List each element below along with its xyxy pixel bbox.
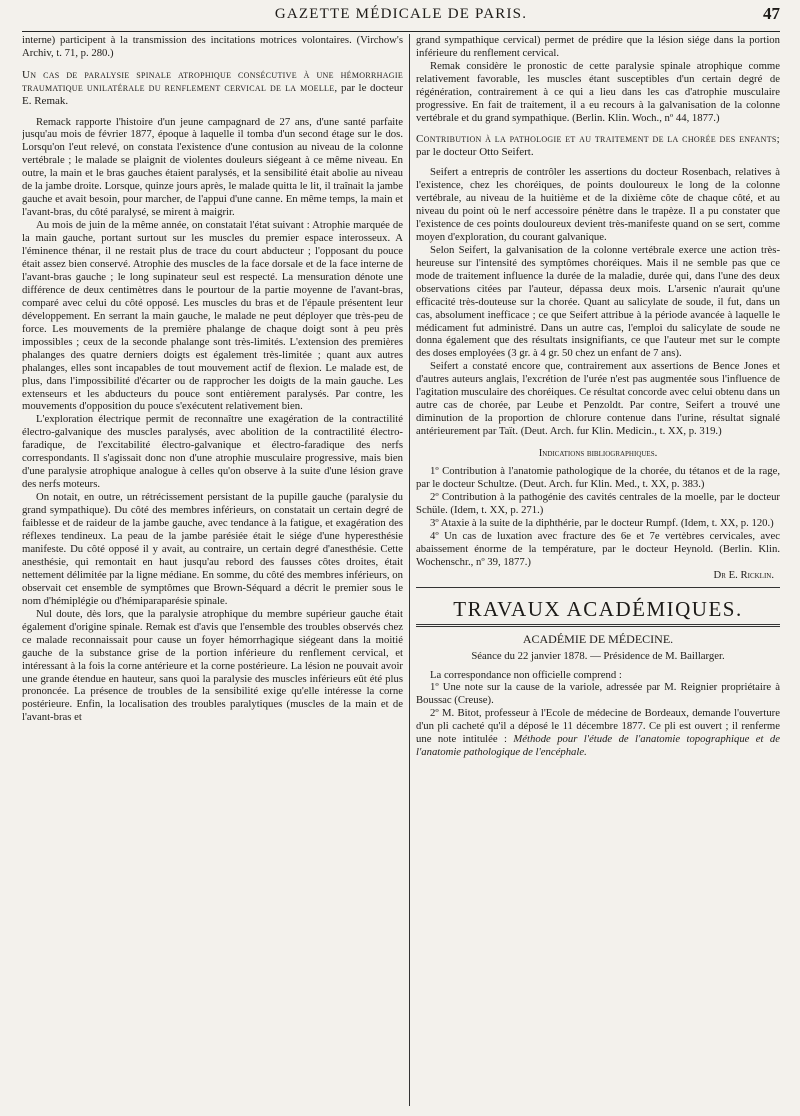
article-title: Contribution à la pathologie et au traitement de la chorée des enfants; bbox=[416, 132, 780, 145]
body-paragraph: Seifert a entrepris de contrôler les assertions du docteur Rosenbach, relatives à l'existence, chez les choréiques, de points douloureux le long de la colonne vertébrale, au niveau de la huitième et de la dixième côte de chaque côté, et au niveau du point où le nerf accessoire pénètre dans le trapèze. Il a pu constater que l'existence de ces points douloureux devient très-manifeste quand on se sert, comme moyen d'exploration, du courant galvanique. bbox=[416, 166, 780, 243]
article-author: par le docteur E. Remak. bbox=[22, 82, 403, 108]
body-paragraph: 1º Une note sur la cause de la variole, adressée par M. Reignier propriétaire à Boussac (Creuse). bbox=[416, 681, 780, 707]
journal-title: GAZETTE MÉDICALE DE PARIS. bbox=[274, 6, 528, 22]
continued-paragraph: grand sympathique cervical) permet de prédire que la lésion siége dans la portion inférieure du renflement cervical. bbox=[416, 34, 780, 59]
section-double-rule bbox=[416, 624, 780, 627]
article-author: par le docteur Otto Seifert. bbox=[416, 145, 534, 158]
bibliography-item: 3º Ataxie à la suite de la diphthérie, par le docteur Rumpf. (Idem, t. XX, p. 120.) bbox=[430, 516, 774, 529]
article-heading-seifert bbox=[416, 133, 780, 159]
right-column bbox=[416, 34, 780, 1108]
page-number: 47 bbox=[763, 4, 780, 23]
header-rule bbox=[22, 31, 780, 32]
left-column bbox=[22, 34, 403, 1108]
body-paragraph: Selon Seifert, la galvanisation de la colonne vertébrale exerce une action très-heureuse sur l'intensité des symptômes choréiques. Mais il ne semble pas que ce mode de traitement influence la durée de la maladie, durée qui, dans l'une des deux observations citées par l'auteur, dépassa deux mois. L'arsenic n'aurait qu'une efficacité très-douteuse sur la chorée. Quant au salicylate de soude, il fut, dans un cas, absolument inefficace ; ce que Seifert attribue à la période avancée à laquelle le médicament fut administré. Dans un autre cas, l'emploi du salicylate de soude ne donna également que des résultats insignifiants, ce que l'auteur met sur le compte des doses employées (3 gr. à 4 gr. 50 chez un enfant de 7 ans). bbox=[416, 243, 780, 360]
bibliography-item: 1º Contribution à l'anatomie pathologique de la chorée, du tétanos et de la rage, par le docteur Schultze. (Deut. Arch. fur Klin. Med., t. XX, p. 383.) bbox=[416, 465, 780, 490]
body-paragraph: Seifert a constaté encore que, contrairement aux assertions de Bence Jones et d'autres auteurs anglais, l'excrétion de l'urée n'est pas augmentée sous l'influence de l'agitation musculaire des choréiques. Ce résultat concorde avec celui obtenu dans un autre cas de chorée, par Leube et Penzoldt. Par contre, Seifert a trouvé une diminution de la proportion de chlorure contenue dans l'urine, résultat signalé antérieurement par Taït. (Deut. Arch. fur Klin. Medicin., t. XX, p. 319.) bbox=[416, 360, 780, 438]
continued-paragraph: interne) participent à la transmission des incitations motrices volontaires. (Virchow's Archiv, t. 71, p. 280.) bbox=[22, 34, 403, 59]
note-title: Méthode pour l'étude de l'anatomie topographique et de l'anatomie pathologique de l'encéphale. bbox=[416, 733, 780, 759]
bibliography-item: 2º Contribution à la pathogénie des cavités centrales de la moelle, par le docteur Schüle. (Idem, t. XX, p. 271.) bbox=[416, 490, 780, 516]
signature: Dr E. Ricklin. bbox=[713, 568, 774, 581]
correspondence-text: 2º M. Bitot, professeur à l'Ecole de médecine de Bordeaux, demande l'ouverture d'un pli cacheté qu'il a déposé le 11 décembre 1877. Ce pli est ouvert ; il renferme une note intitulée : bbox=[416, 707, 780, 746]
bibliography-heading: Indications bibliographiques. bbox=[538, 447, 658, 460]
body-paragraph: La correspondance non officielle comprend : bbox=[430, 668, 622, 681]
article-heading-remak bbox=[22, 69, 403, 109]
body-paragraph: L'exploration électrique permit de reconnaître une exagération de la contractilité électro-galvanique des muscles paralysés, avec abolition de la contractilité électro-faradique, de l'excitabilité électro-galvanique et électro-faradique des nerfs correspondants. Il s'agissait donc non d'une atrophie musculaire progressive, mais bien d'une paralysie atrophique analogue à celles qu'on observe à la suite d'une lésion grave des nerfs moteurs. bbox=[22, 413, 403, 491]
article-title: Un cas de paralysie spinale atrophique consécutive à une hémorrhagie traumatique unilatérale du renflement cervical de la moelle, bbox=[22, 68, 403, 95]
section-title: TRAVAUX ACADÉMIQUES. bbox=[453, 596, 743, 621]
bibliography-item: 4º Un cas de luxation avec fracture des 6e et 7e vertèbres cervicales, avec abaissement énorme de la température, par le docteur Heynold. (Berlin. Klin. Wochenschr., nº 39, 1877.) bbox=[416, 529, 780, 568]
running-header bbox=[22, 4, 780, 30]
body-paragraph: On notait, en outre, un rétrécissement persistant de la pupille gauche (paralysie du grand sympathique). Du côté des membres inférieurs, on constatait un certain degré de faiblesse et de raideur de la jambe gauche, avec tendance à la fatigue, et exagération des réflexes tendineux. La peau de la jambe parésiée était le siége d'une hyperesthésie manifeste. Du côté opposé il y avait, au contraire, un certain degré d'anesthésie. Cette anesthésie, qui remontait en haut jusqu'au rebord des fausses côtes droites, était nettement délimitée par la ligne médiane. En somme, du côté des membres inférieurs, on observait cet ensemble de symptômes que Brown-Séquard a décrit le premier sous le nom d'hémiplégie ou d'hémiparaparésie spinale. bbox=[22, 491, 403, 607]
body-paragraph: Remack rapporte l'histoire d'un jeune campagnard de 27 ans, d'une santé parfaite jusqu'au mois de février 1877, époque à laquelle il tomba d'un second étage sur le dos. Lorsqu'on l'eut relevé, on constata l'existence d'une contusion au niveau de la colonne vertébrale ; le malade se plaignit de violentes douleurs siégeant à ce même niveau. En outre, la main et le bras gauches étaient paralysés, et la sensibilité était abolie au niveau de la jambe droite. Lorsque, quinze jours après, le malade quitta le lit, il traînait la jambe gauche et avait besoin, pour marcher, de l'appui d'une canne. En même temps, la main et l'avant-bras, du côté paralysé, se mirent à maigrir. bbox=[22, 115, 403, 219]
column-divider bbox=[409, 34, 410, 1106]
body-paragraph: Remak considère le pronostic de cette paralysie spinale atrophique comme relativement favorable, les muscles étant susceptibles d'un certain degré de régénération, contrairement à ce qui a lieu dans les cas d'atrophie musculaire progressive. En fait de traitement, il a eu recours à la galvanisation de la colonne vertébrale et du grand sympathique. (Berlin. Klin. Woch., nº 44, 1877.) bbox=[416, 59, 780, 124]
session-line: Séance du 22 janvier 1878. — Présidence de M. Baillarger. bbox=[471, 649, 725, 662]
section-rule bbox=[416, 587, 780, 588]
body-paragraph: Au mois de juin de la même année, on constatait l'état suivant : Atrophie marquée de la main gauche, portant surtout sur les muscles du premier espace interosseux. A l'éminence thénar, il ne restait plus de trace du court abducteur ; l'opposant du pouce était assez bien conservé. Atrophie des muscles de la face dorsale et de la face interne de l'avant-bras gauche ; le long supinateur seul est respecté. La mensuration dénote une différence de deux centimètres dans le pourtour de la partie moyenne de l'avant-bras, comparé avec celui du côté opposé. Les muscles du bras et de l'épaule présentent leur développement. En serrant la main gauche, le malade ne peut déployer que très-peu de force. Les mouvements de la première phalange de chaque doigt sont à peu près impossibles ; ceux de la seconde phalange sont très-limités. L'extension des premières phalanges des quatre derniers doigts est également très-limitée ; quant aux autres phalanges, elles sont incapables de tout mouvement actif de flexion. Le malade est, de plus, dans l'impossibilité d'écarter ou de rapprocher les doigts de la main gauche. Les extenseurs et les abducteurs du pouce sont entièrement paralysés. Par contre, les mouvements d'opposition du pouce s'exécutent relativement bien. bbox=[22, 219, 403, 413]
body-paragraph bbox=[416, 707, 780, 759]
body-paragraph: Nul doute, dès lors, que la paralysie atrophique du membre supérieur gauche était également d'origine spinale. Remak est d'avis que l'ensemble des troubles observés chez ce malade reconnaissait pour cause un foyer hémorrhagique siégeant dans la moitié gauche de la substance grise de la portion inférieure du renflement cervical, et intéressant à la fois la corne antérieure et la corne postérieure. La lésion ne pouvait avoir une grande étendue en hauteur, sans quoi la paralysie des muscles inférieurs eût été plus prononcée. La présence de troubles de la sensibilité exige qu'elle intéresse la corne postérieure. Enfin, la localisation des troubles paralytiques (muscles de la main et de l'avant-bras et bbox=[22, 607, 403, 724]
subsection-title: ACADÉMIE DE MÉDECINE. bbox=[522, 631, 674, 646]
